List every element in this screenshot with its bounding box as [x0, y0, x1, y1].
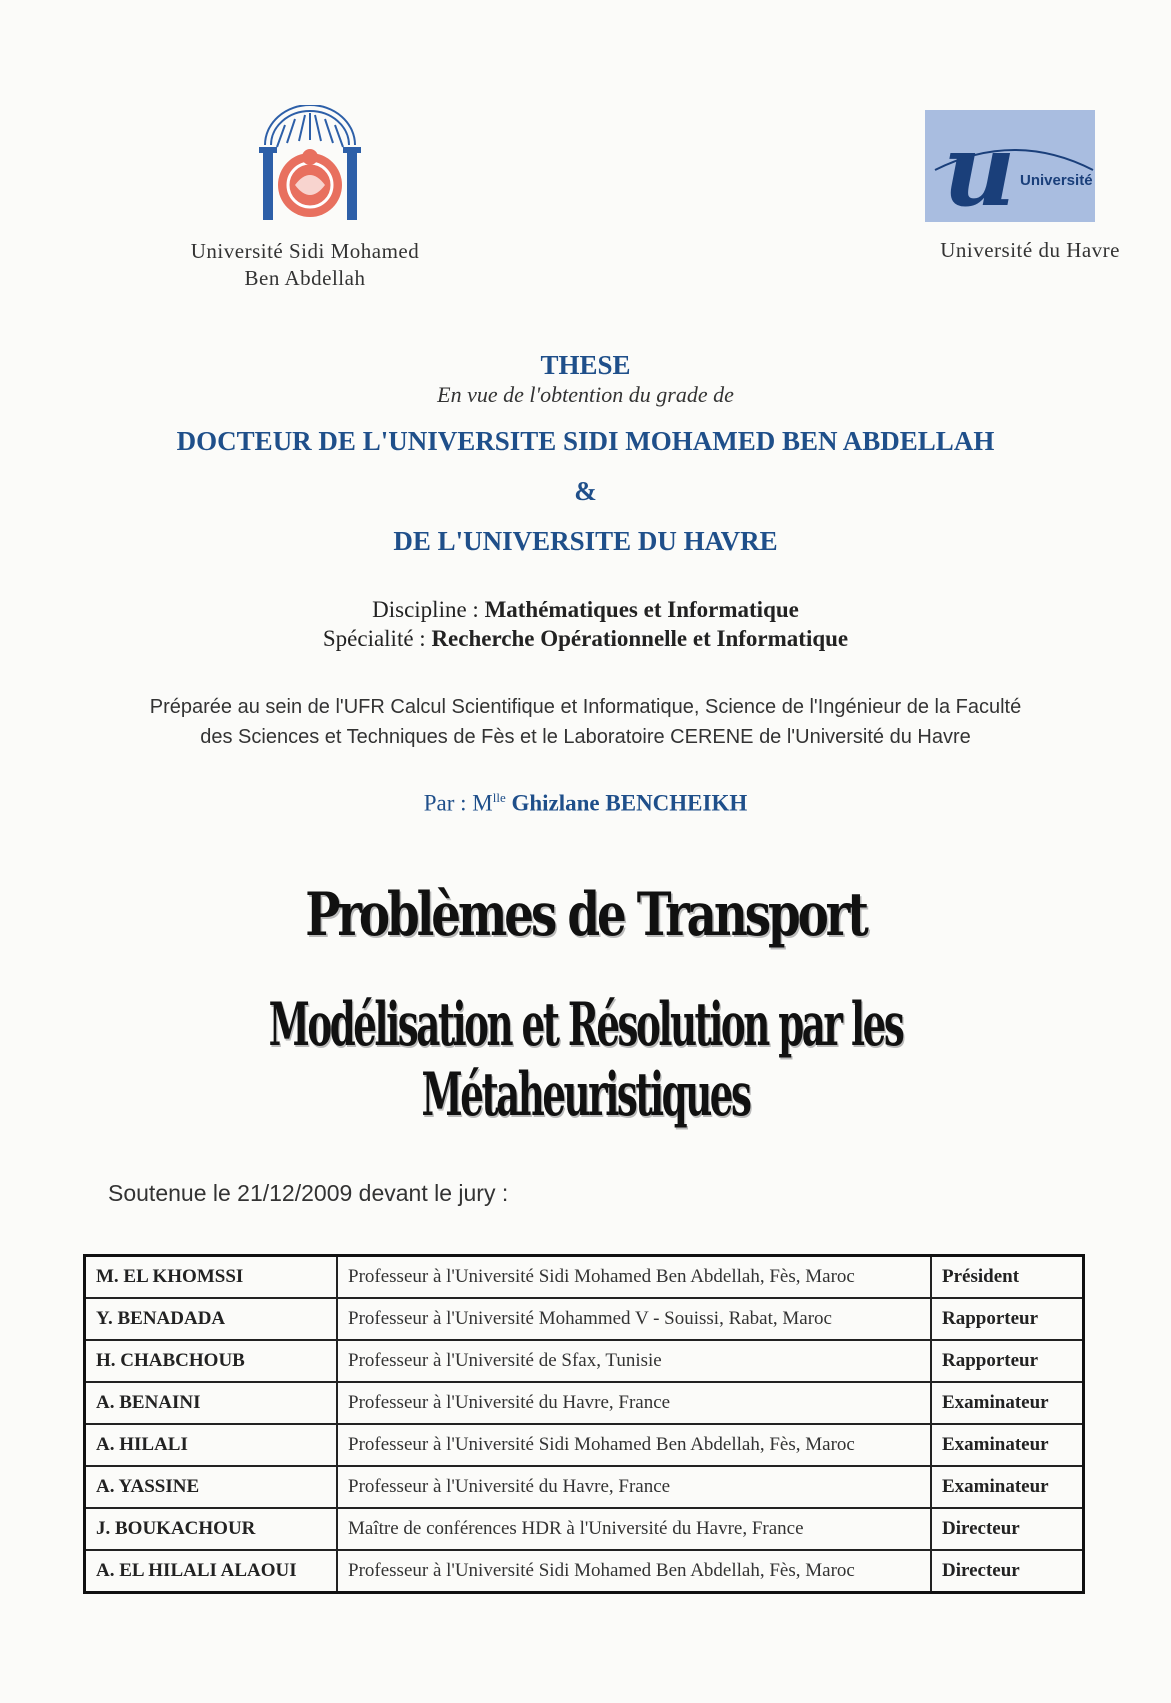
university-left-line2: Ben Abdellah	[244, 266, 366, 290]
jury-member-affiliation: Professeur à l'Université Sidi Mohamed Ben Abdellah, Fès, Maroc	[337, 1256, 931, 1299]
jury-member-name: M. EL KHOMSSI	[85, 1256, 338, 1299]
author-prefix: Par : M	[423, 790, 493, 816]
jury-row	[85, 1466, 1084, 1508]
jury-member-name: J. BOUKACHOUR	[85, 1508, 338, 1550]
author-line	[0, 790, 1171, 817]
jury-member-affiliation: Professeur à l'Université du Havre, France	[337, 1466, 931, 1508]
jury-table	[83, 1254, 1085, 1594]
jury-member-affiliation: Professeur à l'Université Sidi Mohamed Ben Abdellah, Fès, Maroc	[337, 1550, 931, 1593]
university-left-line1: Université Sidi Mohamed	[190, 239, 420, 263]
jury-member-role: Rapporteur	[931, 1298, 1084, 1340]
jury-table-body	[85, 1256, 1084, 1593]
universite-du-havre-logo	[925, 110, 1095, 222]
jury-member-affiliation: Professeur à l'Université du Havre, France	[337, 1382, 931, 1424]
university-right-name: Université du Havre	[940, 238, 1120, 262]
jury-member-affiliation: Professeur à l'Université Sidi Mohamed Ben Abdellah, Fès, Maroc	[337, 1424, 931, 1466]
jury-row	[85, 1550, 1084, 1593]
jury-member-name: H. CHABCHOUB	[85, 1340, 338, 1382]
jury-member-role: Directeur	[931, 1550, 1084, 1593]
jury-row	[85, 1298, 1084, 1340]
jury-member-affiliation: Maître de conférences HDR à l'Université du Havre, France	[337, 1508, 931, 1550]
jury-member-name: A. EL HILALI ALAOUI	[85, 1550, 338, 1593]
jury-row	[85, 1508, 1084, 1550]
jury-row	[85, 1424, 1084, 1466]
ampersand: &	[574, 476, 597, 506]
jury-member-name: A. BENAINI	[85, 1382, 338, 1424]
havre-logo-text: Université	[1020, 172, 1093, 189]
thesis-title-line1: Problèmes de Transport	[305, 880, 866, 950]
jury-member-role: Examinateur	[931, 1424, 1084, 1466]
these-heading: THESE	[540, 350, 631, 380]
jury-member-affiliation: Professeur à l'Université de Sfax, Tunisie	[337, 1340, 931, 1382]
university-left-name	[160, 238, 450, 292]
havre-logo-icon	[925, 110, 1095, 222]
obtention-subtitle: En vue de l'obtention du grade de	[437, 382, 734, 407]
author-title-sup: lle	[492, 790, 506, 805]
jury-row	[85, 1256, 1084, 1299]
svg-text:u: u	[943, 111, 1016, 222]
jury-row	[85, 1340, 1084, 1382]
preparation-line2: des Sciences et Techniques de Fès et le Laboratoire CERENE de l'Université du Havre	[200, 726, 971, 748]
discipline-label: Discipline :	[372, 597, 485, 622]
specialite-line	[0, 626, 1171, 652]
jury-row	[85, 1382, 1084, 1424]
jury-member-name: Y. BENADADA	[85, 1298, 338, 1340]
jury-member-role: Directeur	[931, 1508, 1084, 1550]
university-emblem-icon	[255, 105, 365, 225]
jury-member-affiliation: Professeur à l'Université Mohammed V - Souissi, Rabat, Maroc	[337, 1298, 931, 1340]
jury-member-role: Examinateur	[931, 1382, 1084, 1424]
specialite-value: Recherche Opérationnelle et Informatique	[431, 626, 849, 651]
author-name: Ghizlane BENCHEIKH	[511, 790, 748, 816]
havre-heading: DE L'UNIVERSITE DU HAVRE	[393, 526, 778, 556]
discipline-value: Mathématiques et Informatique	[484, 597, 799, 622]
discipline-line	[0, 597, 1171, 623]
jury-member-role: Examinateur	[931, 1466, 1084, 1508]
jury-member-role: Rapporteur	[931, 1340, 1084, 1382]
jury-member-role: Président	[931, 1256, 1084, 1299]
jury-member-name: A. YASSINE	[85, 1466, 338, 1508]
thesis-title-line2: Modélisation et Résolution par les Métaheuristiques	[268, 990, 903, 1130]
docteur-heading: DOCTEUR DE L'UNIVERSITE SIDI MOHAMED BEN ABDELLAH	[176, 426, 995, 456]
defense-date-line: Soutenue le 21/12/2009 devant le jury :	[108, 1180, 509, 1206]
jury-member-name: A. HILALI	[85, 1424, 338, 1466]
preparation-line1: Préparée au sein de l'UFR Calcul Scientifique et Informatique, Science de l'Ingénieur de la Faculté	[149, 696, 1022, 718]
specialite-label: Spécialité :	[322, 626, 432, 651]
